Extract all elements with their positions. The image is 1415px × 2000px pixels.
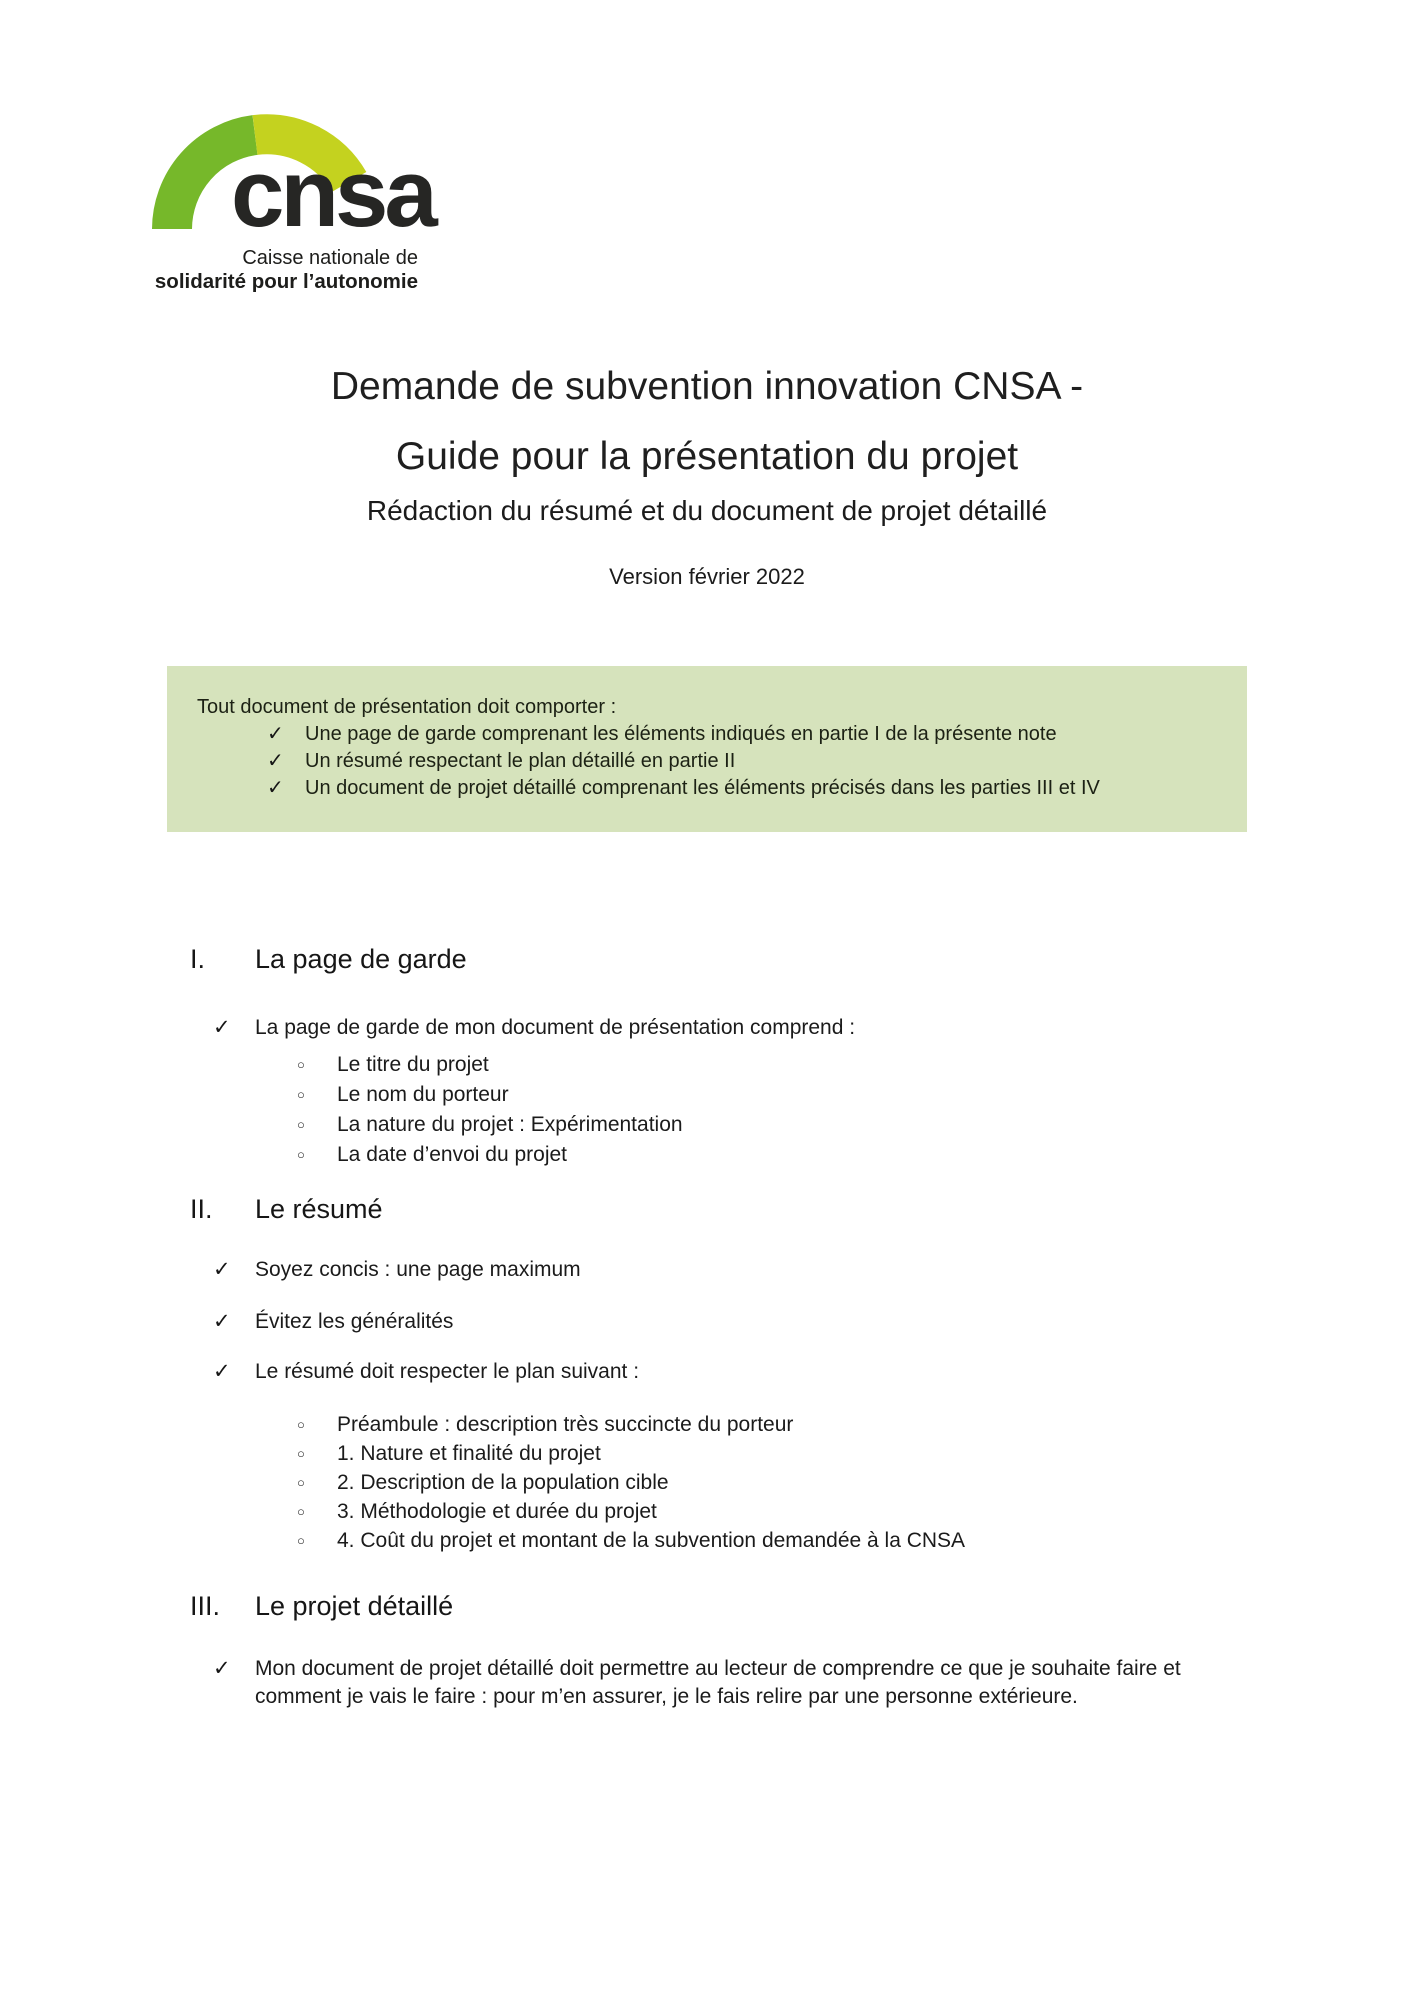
section-title: Le projet détaillé: [255, 1591, 454, 1621]
circle-bullet-icon: ○: [297, 1446, 305, 1461]
section-numeral: II.: [190, 1194, 213, 1224]
section-numeral: I.: [190, 944, 206, 974]
cnsa-logo: [145, 100, 434, 300]
callout-item-text: Une page de garde comprenant les éléments indiqués en partie I de la présente note: [305, 723, 1057, 745]
check-icon: ✓: [267, 777, 284, 799]
circle-bullet-icon: ○: [297, 1417, 305, 1432]
sub-item-text: La date d’envoi du projet: [337, 1143, 568, 1166]
check-icon: ✓: [213, 1657, 231, 1680]
callout-item-text: Un résumé respectant le plan détaillé en partie II: [305, 750, 736, 772]
title-line2: Guide pour la présentation du projet: [395, 435, 1019, 478]
check-item: [167, 1358, 1247, 1386]
title-line1: Demande de subvention innovation CNSA -: [330, 365, 1084, 408]
section-heading-2: [167, 1192, 1247, 1226]
check-icon: ✓: [213, 1016, 231, 1039]
sub-item: [297, 1439, 1247, 1468]
check-icon: ✓: [213, 1310, 231, 1333]
circle-bullet-icon: ○: [297, 1117, 305, 1132]
callout-item: [267, 721, 1217, 748]
check-item: [167, 1308, 1247, 1336]
document-title: [167, 352, 1247, 492]
callout-item-text: Un document de projet détaillé comprenant les éléments précisés dans les parties III et IV: [305, 777, 1100, 799]
sub-item: [297, 1080, 1247, 1110]
check-item-text: Le résumé doit respecter le plan suivant :: [255, 1360, 640, 1383]
check-icon: ✓: [267, 750, 284, 772]
circle-bullet-icon: ○: [297, 1087, 305, 1102]
section-heading-1: [167, 942, 1247, 976]
section-title: La page de garde: [255, 944, 467, 974]
sub-item-text: 3. Méthodologie et durée du projet: [337, 1500, 657, 1523]
check-item: [167, 1014, 1247, 1042]
sub-item: [297, 1526, 1247, 1555]
sub-item: [297, 1110, 1247, 1140]
sub-item-text: La nature du projet : Expérimentation: [337, 1113, 683, 1136]
circle-bullet-icon: ○: [297, 1475, 305, 1490]
circle-bullet-icon: ○: [297, 1147, 305, 1162]
sub-item-list: [167, 1050, 1247, 1170]
circle-bullet-icon: ○: [297, 1057, 305, 1072]
circle-bullet-icon: ○: [297, 1504, 305, 1519]
circle-bullet-icon: ○: [297, 1533, 305, 1548]
check-item-text: La page de garde de mon document de présentation comprend :: [255, 1016, 856, 1039]
cnsa-tagline: [145, 246, 430, 294]
sub-item-text: Préambule : description très succincte du porteur: [337, 1413, 794, 1436]
sub-item: [297, 1410, 1247, 1439]
tagline-line2: solidarité pour l’autonomie: [154, 270, 418, 293]
sub-item-list: [167, 1410, 1247, 1555]
sub-item: [297, 1140, 1247, 1170]
sub-item: [297, 1497, 1247, 1526]
section-title: Le résumé: [255, 1194, 383, 1224]
callout-item: [267, 775, 1217, 802]
callout-intro: Tout document de présentation doit comporter :: [197, 696, 617, 718]
document-subtitle: Rédaction du résumé et du document de projet détaillé: [366, 495, 1048, 526]
section-heading-3: [167, 1589, 1247, 1623]
requirements-callout: [167, 666, 1247, 832]
section-numeral: III.: [190, 1591, 221, 1621]
check-item-text: Évitez les généralités: [255, 1310, 454, 1333]
sub-item: [297, 1468, 1247, 1497]
check-icon: ✓: [267, 723, 284, 745]
check-item: [167, 1256, 1247, 1284]
sub-item-text: 4. Coût du projet et montant de la subvention demandée à la CNSA: [337, 1529, 966, 1552]
tagline-line1: Caisse nationale de: [242, 247, 418, 269]
sub-item-text: Le titre du projet: [337, 1053, 489, 1076]
sub-item: [297, 1050, 1247, 1080]
check-item-text: Soyez concis : une page maximum: [255, 1258, 581, 1281]
check-item: [167, 1655, 1247, 1711]
check-icon: ✓: [213, 1360, 231, 1383]
callout-item: [267, 748, 1217, 775]
document-version: Version février 2022: [609, 564, 805, 589]
sub-item-text: 1. Nature et finalité du projet: [337, 1442, 601, 1465]
sub-item-text: 2. Description de la population cible: [337, 1471, 669, 1494]
cnsa-wordmark: cnsa: [231, 140, 434, 247]
check-item-text: Mon document de projet détaillé doit permettre au lecteur de comprendre ce que je souhaite faire et comment je vais le faire : pour m’en assurer, je le fais relire par une personne extérieure.: [255, 1657, 1181, 1708]
sub-item-text: Le nom du porteur: [337, 1083, 509, 1106]
check-icon: ✓: [213, 1258, 231, 1281]
